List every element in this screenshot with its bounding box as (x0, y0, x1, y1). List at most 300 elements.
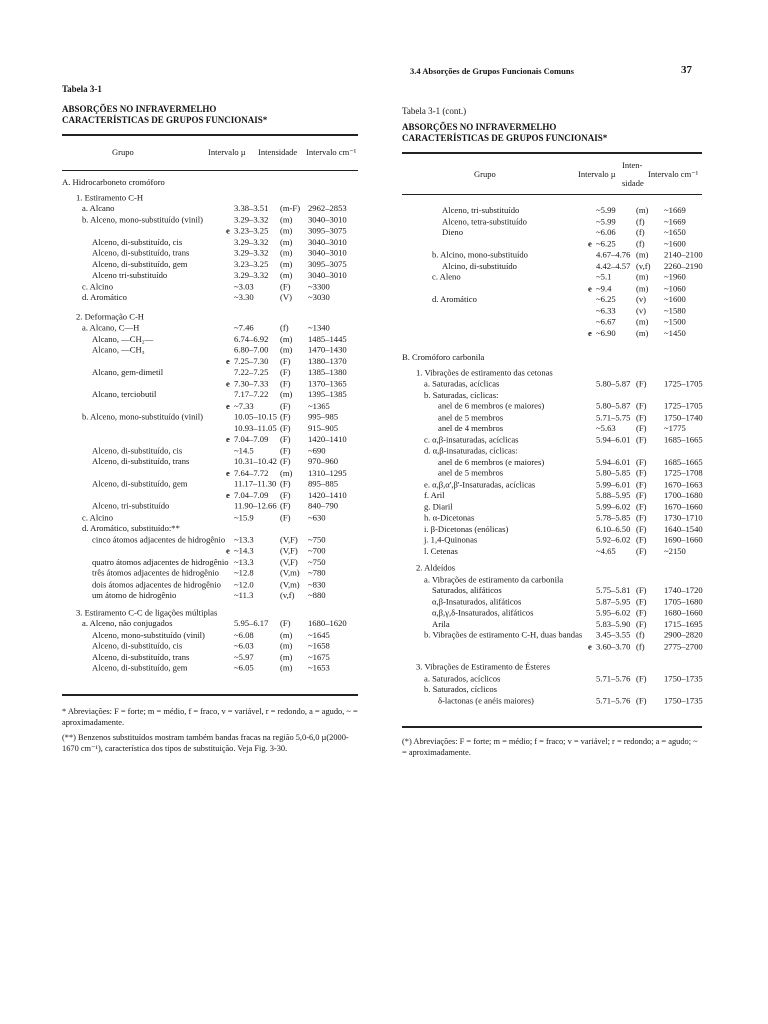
wavenumber-range: ~630 (308, 512, 326, 522)
table-row (62, 468, 358, 479)
group-label: d. Aromático (82, 292, 127, 303)
table-row (62, 590, 358, 601)
wavenumber-range: ~1650 (664, 227, 686, 238)
intensity: (F) (636, 479, 647, 489)
group-label: a. Alceno, não conjugados (82, 618, 173, 629)
micron-range: 5.80–5.85 (596, 467, 631, 478)
row-marker: e (226, 467, 230, 478)
micron-range: 3.29–3.32 (234, 236, 269, 247)
wavenumber-range: 1420–1410 (308, 489, 347, 500)
micron-range: 11.17–11.30 (234, 478, 277, 489)
wavenumber-range: 1725–1705 (664, 378, 703, 389)
group-label: 1. Estiramento C-H (76, 192, 144, 202)
micron-range: 3.29–3.32 (234, 214, 269, 225)
group-label: B. Cromóforo carbonila (402, 352, 485, 363)
group-label: c. Aleno (432, 271, 461, 282)
wavenumber-range: 1420–1410 (308, 434, 347, 444)
intensity: (F) (636, 618, 647, 629)
micron-range: 5.94–6.01 (596, 434, 631, 445)
intensity: (F) (636, 467, 647, 478)
intensity: (F) (636, 434, 647, 445)
intensity: (F) (280, 411, 291, 422)
intensity: (F) (280, 618, 291, 629)
group-label: Alcano, terciobutil (92, 389, 157, 400)
intensity: (m) (280, 270, 293, 280)
col-header-grupo: Grupo (474, 169, 496, 179)
intensity: (f) (280, 322, 289, 333)
table-row (402, 585, 702, 596)
intensity: (m) (636, 283, 649, 293)
wavenumber-range: ~780 (308, 567, 326, 578)
intensity: (f) (636, 227, 645, 238)
micron-range: ~5.99 (596, 216, 616, 226)
row-marker: e (226, 434, 230, 444)
group-label: b. Saturadas, cíclicas: (424, 389, 499, 400)
wavenumber-range: ~700 (308, 545, 326, 556)
micron-range: 5.95–6.17 (234, 618, 269, 629)
table-row (62, 292, 358, 303)
wavenumber-range: 915–905 (308, 422, 339, 433)
intensity: (m) (280, 651, 293, 662)
micron-range: ~6.33 (596, 305, 616, 316)
table-row (402, 574, 702, 585)
wavenumber-range: 1725–1705 (664, 400, 703, 411)
intensity: (f) (636, 238, 645, 249)
intensity: (V) (280, 292, 292, 303)
wavenumber-range: ~1600 (664, 294, 686, 304)
micron-range: 5.80–5.87 (596, 400, 631, 411)
group-label: d. α,β-insaturadas, cíclicas: (424, 445, 518, 456)
intensity: (m) (636, 271, 649, 282)
micron-range: 3.29–3.32 (234, 247, 269, 258)
group-label: anel de 5 membros (438, 412, 504, 422)
group-label: Alceno, tetra-substituído (442, 216, 527, 226)
group-label: Alceno, tri-substituído (442, 205, 520, 215)
micron-range: ~9.4 (596, 283, 612, 293)
intensity: (F) (280, 478, 291, 489)
group-label: c. α,β-insaturadas, acíclicas (424, 434, 519, 445)
col-header-wavenumber: Intervalo cm⁻¹ (306, 147, 357, 157)
wavenumber-range: ~1450 (664, 327, 686, 338)
wavenumber-range: ~1669 (664, 216, 686, 226)
micron-range: 10.93–11.05 (234, 422, 277, 433)
table-row (402, 512, 702, 523)
group-label: anel de 6 membros (e maiores) (438, 400, 545, 411)
col-header-micron: Intervalo µ (578, 169, 616, 179)
group-label: quatro átomos adjacentes de hidrogênio (92, 556, 229, 567)
micron-range: ~12.0 (234, 579, 254, 589)
wavenumber-range: 995–985 (308, 411, 339, 422)
table-row (402, 619, 702, 630)
micron-range: ~7.33 (234, 400, 254, 411)
table-row (402, 305, 702, 316)
wavenumber-range: 1670–1660 (664, 501, 703, 512)
intensity: (F) (636, 490, 647, 500)
group-label: anel de 6 membros (e maiores) (438, 456, 545, 467)
micron-range: 3.29–3.32 (234, 270, 269, 280)
group-label: Alceno, di-substituído, gem (92, 258, 188, 269)
group-label: c. Alcino (82, 512, 114, 522)
table-row (62, 534, 358, 545)
table-row (62, 456, 358, 467)
wavenumber-range: 3095–3075 (308, 225, 347, 236)
micron-range: 3.23–3.25 (234, 225, 269, 236)
intensity: (V,m) (280, 579, 300, 589)
intensity: (F) (636, 695, 647, 706)
micron-range: ~6.05 (234, 662, 254, 673)
micron-range: 3.38–3.51 (234, 203, 269, 213)
group-label: Alceno, di-substituído, gem (92, 662, 188, 673)
group-label: Alceno tri-substituído (92, 270, 168, 280)
wavenumber-range: 1685–1665 (664, 434, 703, 445)
micron-range: ~6.25 (596, 238, 616, 249)
wavenumber-range: 1750–1740 (664, 412, 703, 422)
wavenumber-range: ~1645 (308, 629, 330, 640)
table-row (402, 401, 702, 412)
micron-range: ~6.06 (596, 227, 616, 238)
wavenumber-range: 1730–1710 (664, 512, 703, 523)
micron-range: ~14.3 (234, 545, 254, 556)
group-label: 2. Deformação C-H (76, 311, 145, 322)
micron-range: 4.42–4.57 (596, 260, 631, 271)
table-row (62, 479, 358, 490)
table-header (62, 134, 358, 171)
table-row (62, 356, 358, 367)
table-row (62, 512, 358, 523)
table-row (402, 524, 702, 535)
micron-range: ~5.99 (596, 205, 616, 215)
table-number-cont: Tabela 3-1 (cont.) (402, 106, 467, 116)
table-row (402, 630, 702, 641)
row-marker: e (588, 641, 592, 651)
table-bottom-rule (62, 694, 358, 696)
wavenumber-range: ~750 (308, 556, 326, 567)
wavenumber-range: 1690–1660 (664, 534, 703, 545)
wavenumber-range: ~1060 (664, 283, 686, 293)
group-label: Alceno, mono-substituído (vinil) (92, 629, 205, 640)
intensity: (F) (280, 378, 291, 388)
col-header-grupo: Grupo (112, 147, 134, 157)
group-label: α,β,γ,δ-Insaturados, alifáticos (432, 607, 534, 618)
wavenumber-range: 1385–1380 (308, 367, 347, 377)
table-row (402, 352, 702, 363)
intensity: (V,m) (280, 567, 300, 578)
micron-range: ~7.46 (234, 322, 254, 333)
wavenumber-range: ~1500 (664, 316, 686, 327)
wavenumber-range: 1485–1445 (308, 333, 347, 344)
wavenumber-range: 1380–1370 (308, 355, 347, 366)
group-label: b. Vibrações de estiramento C-H, duas bandas (424, 629, 583, 640)
wavenumber-range: ~1669 (664, 205, 686, 215)
table-row (402, 662, 702, 673)
wavenumber-range: ~1653 (308, 662, 330, 673)
group-label: Alceno, di-substituído, gem (92, 478, 188, 489)
table-row (402, 641, 702, 652)
table-row (62, 618, 358, 629)
section-header: 3.4 Absorções de Grupos Funcionais Comuns (410, 66, 574, 76)
micron-range: 6.80–7.00 (234, 344, 269, 355)
table-row (402, 367, 702, 378)
intensity: (m) (280, 344, 293, 355)
table-row (402, 294, 702, 305)
row-marker: e (226, 225, 230, 236)
table-row (62, 445, 358, 456)
intensity: (F) (280, 489, 291, 500)
micron-range: 7.30–7.33 (234, 378, 269, 388)
footnote: (*) Abreviações: F = forte; m = médio; f = fraco; v = variável; r = redondo; a = agudo; ~ = aproximadamente. (402, 737, 698, 757)
wavenumber-range: 970–960 (308, 456, 339, 467)
wavenumber-range: 1680–1620 (308, 618, 347, 629)
table-title-cont: ABSORÇÕES NO INFRAVERMELHO CARACTERÍSTICAS DE GRUPOS FUNCIONAIS* (402, 122, 608, 143)
row-marker: e (226, 400, 230, 411)
table-row (402, 535, 702, 546)
table-number: Tabela 3-1 (62, 84, 102, 94)
wavenumber-range: 2962–2853 (308, 203, 347, 213)
wavenumber-range: 1370–1365 (308, 378, 347, 388)
table-row (402, 596, 702, 607)
intensity: (F) (636, 523, 647, 534)
group-label: j. 1,4-Quinonas (424, 534, 478, 545)
wavenumber-range: 1715–1695 (664, 618, 703, 629)
group-label: 1. Vibrações de estiramento das cetonas (416, 367, 553, 378)
wavenumber-range: ~1365 (308, 400, 330, 411)
group-label: α,β-Insaturados, alifáticos (432, 596, 522, 607)
table-row (402, 379, 702, 390)
row-marker: e (226, 545, 230, 556)
table-header-cont (402, 152, 702, 195)
wavenumber-range: 1725–1708 (664, 467, 703, 478)
table-row (62, 378, 358, 389)
micron-range: 10.31–10.42 (234, 456, 277, 467)
table-row (402, 446, 702, 457)
wavenumber-range: 2900–2820 (664, 629, 703, 640)
wavenumber-range: 2775–2700 (664, 641, 703, 651)
micron-range: 5.75–5.81 (596, 585, 631, 595)
intensity: (V,F) (280, 545, 298, 556)
left-column (62, 84, 358, 758)
intensity: (F) (636, 545, 647, 556)
wavenumber-range: ~1775 (664, 423, 686, 433)
micron-range: ~11.3 (234, 590, 254, 600)
micron-range: 5.71–5.76 (596, 673, 631, 683)
table-row (402, 390, 702, 401)
micron-range: ~6.67 (596, 316, 616, 327)
wavenumber-range: ~1675 (308, 651, 330, 662)
table-row (62, 652, 358, 663)
micron-range: ~6.08 (234, 629, 254, 640)
intensity: (m-F) (280, 203, 301, 213)
intensity: (F) (280, 400, 291, 411)
group-label: d. Aromático (432, 294, 477, 304)
page-number: 37 (681, 64, 692, 76)
micron-range: ~12.8 (234, 567, 254, 578)
table-row (62, 412, 358, 423)
micron-range: 5.80–5.87 (596, 378, 631, 389)
intensity: (F) (636, 501, 647, 512)
table-row (402, 205, 702, 216)
table-row (402, 468, 702, 479)
intensity: (m) (280, 236, 293, 247)
wavenumber-range: 1685–1665 (664, 456, 703, 467)
intensity: (F) (636, 378, 647, 389)
table-row (62, 270, 358, 281)
micron-range: 5.95–6.02 (596, 607, 631, 618)
group-label: anel de 5 membros (438, 467, 504, 478)
footnote: (**) Benzenos substituídos mostram também bandas fracas na região 5,0-6,0 µ(2000-1670 cm⁻¹), característica dos tipos de substituição. Veja Fig. 3-30. (62, 732, 349, 753)
micron-range: ~5.63 (596, 423, 616, 433)
table-row (62, 501, 358, 512)
intensity: (F) (280, 512, 291, 522)
intensity: (F) (636, 534, 647, 545)
micron-range: 5.87–5.95 (596, 596, 631, 607)
table-row (402, 328, 702, 339)
table-title: ABSORÇÕES NO INFRAVERMELHO CARACTERÍSTICAS DE GRUPOS FUNCIONAIS* (62, 104, 268, 125)
table-row (62, 311, 358, 322)
intensity: (m) (280, 629, 293, 640)
wavenumber-range: ~880 (308, 590, 326, 600)
wavenumber-range: ~2150 (664, 545, 686, 556)
micron-range: 7.04–7.09 (234, 489, 269, 500)
table-row (402, 423, 702, 434)
group-label: Alceno, di-substituído, cis (92, 236, 183, 247)
col-header-intensity-1: Inten- (622, 160, 643, 170)
intensity: (F) (280, 422, 291, 433)
group-label: a. Saturadas, acíclicas (424, 378, 500, 389)
table-row (62, 323, 358, 334)
table-row (62, 568, 358, 579)
group-label: cinco átomos adjacentes de hidrogênio (92, 534, 226, 545)
footnotes-cont (402, 736, 702, 758)
intensity: (F) (280, 355, 291, 366)
micron-range: 3.60–3.70 (596, 641, 631, 651)
col-header-micron: Intervalo µ (208, 147, 246, 157)
micron-range: 4.67–4.76 (596, 249, 631, 260)
intensity: (m) (280, 225, 293, 236)
intensity: (V,F) (280, 556, 298, 567)
group-label: anel de 4 membros (438, 423, 504, 433)
table-row (62, 630, 358, 641)
micron-range: 6.10–6.50 (596, 523, 631, 534)
table-body (62, 177, 358, 674)
group-label: a. Alcano (82, 203, 115, 213)
wavenumber-range: ~690 (308, 445, 326, 455)
group-label: δ-lactonas (e anéis maiores) (438, 695, 534, 706)
intensity: (v,f) (636, 260, 651, 271)
table-row (402, 695, 702, 706)
intensity: (m) (280, 389, 293, 400)
micron-range: 7.64–7.72 (234, 467, 269, 478)
table-row (62, 192, 358, 203)
group-label: b. Alceno, mono-substituído (vinil) (82, 411, 204, 422)
table-row (62, 557, 358, 568)
table-row (62, 423, 358, 434)
intensity: (f) (636, 629, 645, 640)
group-label: Alcino, di-substituído (442, 260, 517, 271)
wavenumber-range: 1680–1660 (664, 607, 703, 618)
intensity: (m) (280, 333, 293, 344)
group-label: A. Hidrocarboneto cromóforo (62, 177, 165, 187)
wavenumber-range: 1740–1720 (664, 585, 703, 595)
group-label: Alcano, gem-dimetil (92, 367, 164, 377)
micron-range: 6.74–6.92 (234, 333, 269, 344)
table-row (62, 546, 358, 557)
wavenumber-range: 840–790 (308, 500, 339, 511)
wavenumber-range: 1705–1680 (664, 596, 703, 607)
group-label: a. Vibrações de estiramento da carbonila (424, 574, 564, 584)
group-label: Alceno, di-substituído, trans (92, 456, 190, 467)
table-row (402, 479, 702, 490)
table-row (62, 345, 358, 356)
group-label: Alceno, di-substituído, cis (92, 445, 183, 455)
micron-range: 5.71–5.76 (596, 695, 631, 706)
group-label: h. α-Dicetonas (424, 512, 475, 523)
intensity: (m) (636, 205, 649, 215)
table-row (62, 434, 358, 445)
micron-range: 3.45–3.55 (596, 629, 631, 640)
micron-range: ~14.5 (234, 445, 254, 455)
group-label: Alcano, —CH₃ (92, 344, 145, 355)
table-row (402, 457, 702, 468)
wavenumber-range: 3095–3075 (308, 258, 347, 269)
intensity: (F) (280, 500, 291, 511)
group-label: Alcano, —CH₂— (92, 333, 154, 344)
wavenumber-range: 3040–3010 (308, 270, 347, 280)
table-row (402, 501, 702, 512)
table-row (402, 673, 702, 684)
wavenumber-range: 1470–1430 (308, 344, 347, 355)
table-row (402, 317, 702, 328)
table-row (62, 490, 358, 501)
intensity: (F) (636, 456, 647, 467)
table-row (62, 177, 358, 188)
intensity: (F) (280, 456, 291, 467)
micron-range: 10.05–10.15 (234, 411, 277, 422)
table-row (402, 608, 702, 619)
intensity: (F) (636, 400, 647, 411)
wavenumber-range: 3040–3010 (308, 247, 347, 258)
wavenumber-range: 1310–1295 (308, 467, 347, 478)
group-label: três átomos adjacentes de hidrogênio (92, 567, 219, 578)
intensity: (m) (280, 467, 293, 478)
table-row (62, 248, 358, 259)
table-row (62, 523, 358, 534)
intensity: (m) (280, 258, 293, 269)
table-row (402, 546, 702, 557)
micron-range: ~3.30 (234, 292, 254, 303)
intensity: (v,f) (280, 590, 295, 600)
table-row (62, 367, 358, 378)
intensity: (F) (636, 512, 647, 523)
right-column (402, 62, 702, 762)
table-row (402, 283, 702, 294)
intensity: (F) (636, 596, 647, 607)
table-body-cont (402, 205, 702, 706)
micron-range: 5.99–6.02 (596, 501, 631, 512)
group-label: c. Alcino (82, 281, 114, 291)
micron-range: 5.83–5.90 (596, 618, 631, 629)
table-row (62, 259, 358, 270)
intensity: (F) (636, 585, 647, 595)
table-row (62, 226, 358, 237)
micron-range: 5.71–5.75 (596, 412, 631, 422)
table-row (62, 203, 358, 214)
group-label: Saturados, alifáticos (432, 585, 502, 595)
table-row (402, 412, 702, 423)
micron-range: 5.94–6.01 (596, 456, 631, 467)
micron-range: ~5.1 (596, 271, 612, 282)
micron-range: 7.25–7.30 (234, 355, 269, 366)
group-label: um átomo de hidrogênio (92, 590, 177, 600)
